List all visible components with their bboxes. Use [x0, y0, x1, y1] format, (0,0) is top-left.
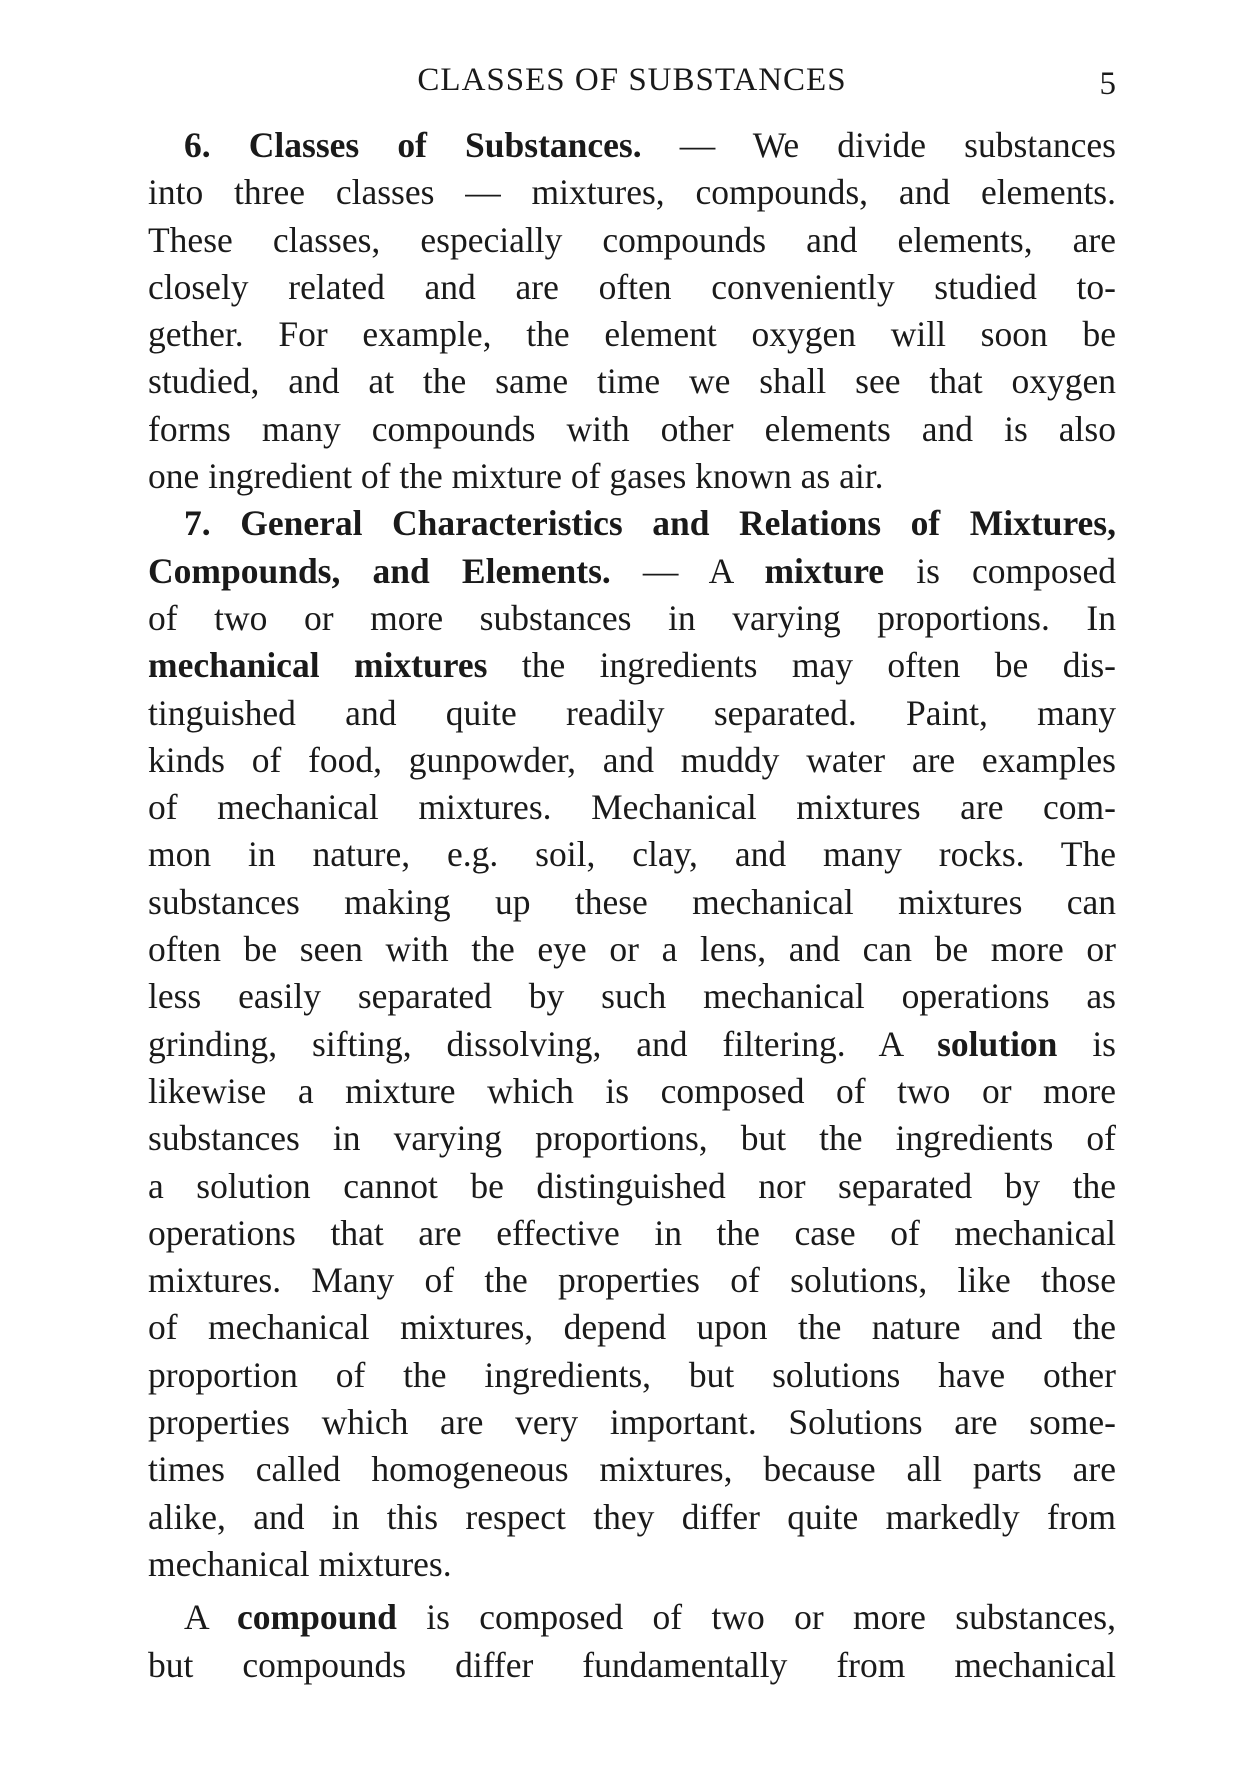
text-line: often be seen with the eye or a lens, and can be more or [148, 929, 1116, 970]
term-mechanical-mixtures: mechanical mixtures [148, 645, 488, 686]
text-line: of mechanical mixtures, depend upon the nature and the [148, 1307, 1116, 1348]
text-line: substances in varying proportions, but the ingredients of [148, 1118, 1116, 1159]
book-page [148, 62, 1116, 1762]
term-mixture: mixture [764, 550, 885, 591]
text-line: kinds of food, gunpowder, and muddy water are examples [148, 739, 1116, 780]
term-compound: compound [237, 1597, 397, 1638]
text-line: less easily separated by such mechanical operations as [148, 976, 1116, 1017]
text-line: gether. For example, the element oxygen will soon be [148, 314, 1116, 355]
text-line: alike, and in this respect they differ quite markedly from [148, 1496, 1116, 1537]
text-line: substances making up these mechanical mixtures can [148, 881, 1116, 922]
section-6-paragraph [148, 122, 1116, 500]
section-heading: Classes of Substances. [248, 125, 642, 165]
text-line: but compounds differ fundamentally from mechanical [148, 1644, 1116, 1685]
text-line: into three classes — mixtures, compounds, and elements. [148, 172, 1116, 213]
text-line: mon in nature, e.g. soil, clay, and many rocks. The [148, 834, 1116, 875]
text-line: forms many compounds with other elements and is also [148, 408, 1116, 449]
text-line: operations that are effective in the case of mechanical [148, 1212, 1116, 1253]
compound-paragraph [148, 1594, 1116, 1689]
text-line: likewise a mixture which is composed of two or more [148, 1070, 1116, 1111]
text-line: a solution cannot be distinguished nor separated by the [148, 1165, 1116, 1206]
text-line: closely related and are often conveniently studied to- [148, 266, 1116, 307]
section-number: 6. [184, 125, 211, 165]
text-line: times called homogeneous mixtures, because all parts are [148, 1449, 1116, 1490]
text-line: studied, and at the same time we shall see that oxygen [148, 361, 1116, 402]
text-line: grinding, sifting, dissolving, and filtering. A solution is [148, 1023, 1116, 1064]
text-line [148, 500, 1116, 547]
text-line: These classes, especially compounds and elements, are [148, 219, 1116, 260]
section-number: 7. [184, 503, 211, 544]
text-line: mixtures. Many of the properties of solutions, like those [148, 1260, 1116, 1301]
text-line: Compounds, and Elements. — A mixture is composed [148, 550, 1116, 591]
section-heading: General Characteristics and Relations of Mixtures, [240, 503, 1116, 544]
page-number: 5 [1099, 66, 1116, 102]
running-title: CLASSES OF SUBSTANCES [417, 62, 847, 98]
text-line: A compound is composed of two or more substances, [184, 1597, 1116, 1638]
text-line: of two or more substances in varying proportions. In [148, 597, 1116, 638]
text-line: tinguished and quite readily separated. Paint, many [148, 692, 1116, 733]
running-head [148, 62, 1116, 122]
section-heading-continued: Compounds, and Elements. [148, 550, 611, 591]
text-line: proportion of the ingredients, but solutions have other [148, 1354, 1116, 1395]
section-7-paragraph [148, 500, 1116, 1588]
text-line: mechanical mixtures the ingredients may often be dis- [148, 645, 1116, 686]
text-line: mechanical mixtures. [148, 1543, 452, 1584]
text-line: 6. Classes of Substances. — We divide substances [184, 125, 1117, 165]
term-solution: solution [937, 1023, 1058, 1064]
text-line: of mechanical mixtures. Mechanical mixtures are com- [148, 787, 1116, 828]
text-line: properties which are very important. Solutions are some- [148, 1402, 1116, 1443]
text-line: one ingredient of the mixture of gases known as air. [148, 456, 884, 497]
